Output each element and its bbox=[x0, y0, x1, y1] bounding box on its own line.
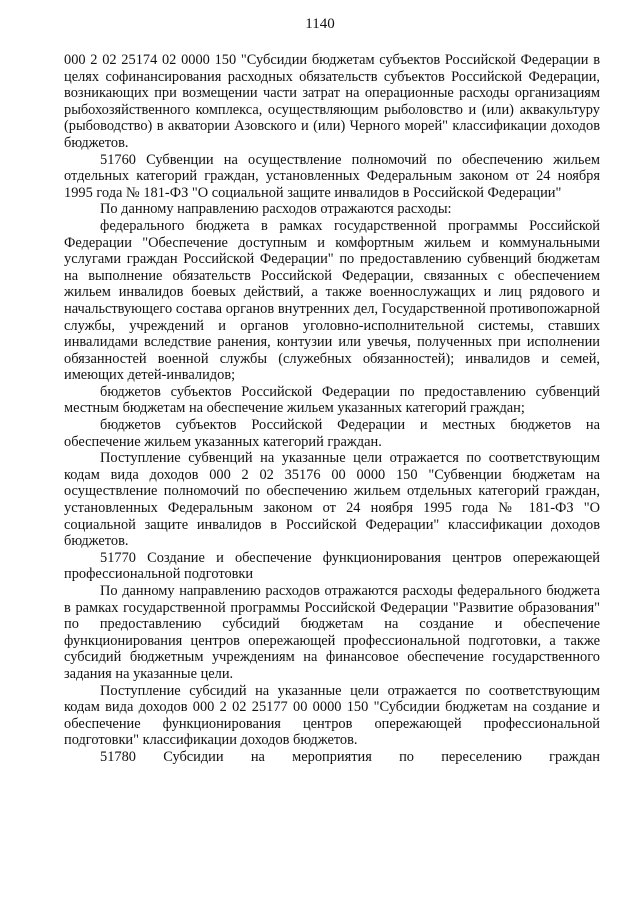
paragraph-section-51760-heading: 51760 Субвенции на осуществление полномочий по обеспечению жильем отдельных категорий граждан, установленных Федеральным законом от 24 ноября 1995 года № 181-ФЗ "О социальной защите инвалидов в Российской Федерации" bbox=[64, 151, 600, 201]
paragraph-expenses-intro: По данному направлению расходов отражаются расходы: bbox=[100, 201, 452, 218]
paragraph-federal-budget: федерального бюджета в рамках государственной программы Российской Федерации "Обеспечение доступным и комфортным жильем и коммунальными услугами граждан Российской Федерации" по предоставлению субвенций бюджетам на выполнение обязательств Российской Федерации, связанных с обеспечением жильем инвалидов боевых действий, а также военнослужащих и лиц рядового и начальствующего состава органов внутренних дел, Государственной противопожарной службы, учреждений и органов уголовно-исполнительной системы, ставших инвалидами вследствие ранения, контузии или увечья, полученных при исполнении обязанностей военной службы (служебных обязанностей); инвалидов и семей, имеющих детей-инвалидов; bbox=[64, 217, 600, 384]
paragraph-regional-budgets: бюджетов субъектов Российской Федерации по предоставлению субвенций местным бюджетам на обеспечение жильем указанных категорий граждан; bbox=[64, 383, 600, 417]
paragraph-subsidy-25174: 000 2 02 25174 02 0000 150 "Субсидии бюджетам субъектов Российской Федерации в целях софинансирования расходных обязательств субъектов Российской Федерации, возникающих при возмещении части затрат на операционные расходы организациям рыбохозяйственного комплекса, осуществляющим рыболовство и (или) аквакультуру (рыбоводство) в акватории Азовского и (или) Черного морей" классификации доходов бюджетов. bbox=[64, 52, 600, 151]
paragraph-section-51780-heading: 51780 Субсидии на мероприятия по переселению граждан bbox=[100, 748, 600, 765]
paragraph-section-51770-heading: 51770 Создание и обеспечение функционирования центров опережающей профессиональной подготовки bbox=[64, 549, 600, 583]
paragraph-subvention-receipt-35176: Поступление субвенций на указанные цели отражается по соответствующим кодам вида доходов 000 2 02 35176 00 0000 150 "Субвенции бюджетам на осуществление полномочий по обеспечению жильем отдельных категорий граждан, установленных Федеральным законом от 24 ноября 1995 года № 181-ФЗ "О социальной защите инвалидов в Российской Федерации" классификации доходов бюджетов. bbox=[64, 450, 600, 550]
paragraph-section-51770-expenses: По данному направлению расходов отражаются расходы федерального бюджета в рамках государственной программы Российской Федерации "Развитие образования" по предоставлению субсидий бюджетам на создание и обеспечение функционирования центров опережающей профессиональной подготовки, а также субсидий бюджетным учреждениям на финансовое обеспечение государственного задания на указанные цели. bbox=[64, 583, 600, 682]
paragraph-regional-and-local-budgets: бюджетов субъектов Российской Федерации и местных бюджетов на обеспечение жильем указанных категорий граждан. bbox=[64, 417, 600, 450]
page-number: 1140 bbox=[305, 16, 335, 32]
paragraph-subsidy-receipt-25177: Поступление субсидий на указанные цели отражается по соответствующим кодам вида доходов 000 2 02 25177 00 0000 150 "Субсидии бюджетам на создание и обеспечение функционирования центров опережающей профессиональной подготовки" классификации доходов бюджетов. bbox=[64, 682, 600, 749]
document-body bbox=[64, 52, 600, 766]
